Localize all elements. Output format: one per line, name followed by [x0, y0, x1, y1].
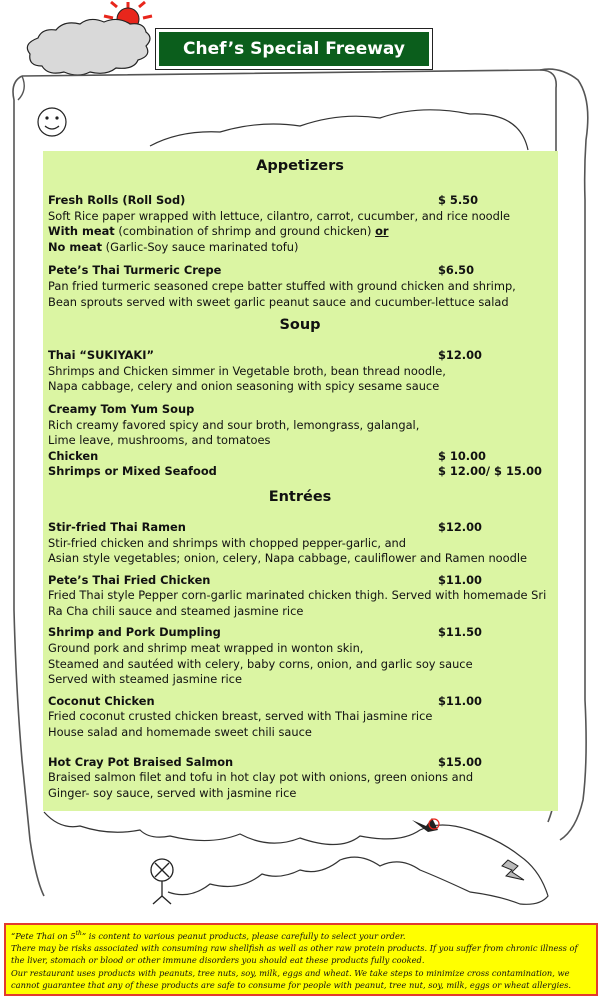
- notice-text: ” is content to various peanut products, please carefully to select your order.: [81, 930, 406, 941]
- menu-panel: [43, 151, 558, 811]
- section-heading-entrees: Entrées: [268, 488, 332, 505]
- item-name: Stir-fried Thai Ramen: [48, 519, 186, 534]
- item-description: Served with steamed jasmine rice: [48, 672, 242, 687]
- option-connector: or: [375, 224, 389, 239]
- item-description: Napa cabbage, celery and onion seasoning with spicy sesame sauce: [48, 379, 440, 394]
- option-label: With meat: [48, 224, 115, 239]
- item-description: Fried coconut crusted chicken breast, served with Thai jasmine rice: [48, 709, 433, 724]
- title-banner: [155, 28, 433, 70]
- notice-text: There may be risks associated with consuming raw shellfish as well as other raw protein products. If you suffer from chronic illness of the liver, stomach or blood or other immune disorders you should eat these products fully cooked.: [11, 943, 578, 966]
- item-name: Thai “SUKIYAKI”: [48, 348, 154, 363]
- notice-superscript: th: [75, 930, 82, 937]
- item-name: Fresh Rolls (Roll Sod): [48, 193, 186, 207]
- menu-item: [48, 193, 552, 255]
- menu-item: [48, 625, 552, 687]
- item-description: Steamed and sautéed with celery, baby corns, onion, and garlic soy sauce: [48, 656, 473, 671]
- section-heading-appetizers: Appetizers: [256, 158, 344, 174]
- item-description: Braised salmon filet and tofu in hot clay pot with onions, green onions and: [48, 770, 474, 785]
- page-title: Chef’s Special Freeway: [159, 32, 429, 66]
- smiley-face-icon: [38, 108, 66, 136]
- menu-item: [48, 573, 552, 620]
- item-price: $15.00: [438, 754, 482, 769]
- item-description: Lime leave, mushrooms, and tomatoes: [48, 433, 271, 448]
- item-price: $11.50: [438, 625, 482, 640]
- menu-item: [48, 348, 552, 395]
- item-description: Soft Rice paper wrapped with lettuce, cilantro, carrot, cucumber, and rice noodle: [48, 208, 511, 223]
- item-description: House salad and homemade sweet chili sauce: [48, 725, 312, 740]
- item-price: $ 5.50: [438, 193, 478, 207]
- item-description: Fried Thai style Pepper corn-garlic marinated chicken thigh. Served with homemade Sri: [48, 588, 547, 603]
- section-heading-soup: Soup: [279, 317, 321, 334]
- option-label: No meat: [48, 239, 103, 254]
- item-description: Stir-fried chicken and shrimps with chopped pepper-garlic, and: [48, 535, 407, 550]
- option-label: Shrimps or Mixed Seafood: [48, 464, 217, 479]
- item-price: $11.00: [438, 572, 482, 587]
- option-price: $ 10.00: [438, 448, 486, 463]
- notice-text: “Pete Thai on 5: [11, 930, 76, 941]
- menu-item: [48, 755, 552, 802]
- menu-item: [48, 402, 552, 480]
- cloud-icon: [27, 19, 150, 75]
- allergy-notice: [4, 923, 598, 996]
- item-description: Bean sprouts served with sweet garlic peanut sauce and cucumber-lettuce salad: [48, 294, 509, 309]
- item-description: Asian style vegetables; onion, celery, Napa cabbage, cauliflower and Ramen noodle: [48, 551, 528, 566]
- notice-text: Our restaurant uses products with peanuts, tree nuts, soy, milk, eggs and wheat. We take steps to minimize cross contamination, we cannot guarantee that any of these products are safe to consume for people with peanut, tree nut, soy, milk, eggs or wheat allergies.: [11, 967, 572, 990]
- menu-item: [48, 694, 552, 741]
- compass-bird-icon: [412, 818, 439, 832]
- item-name: Shrimp and Pork Dumpling: [48, 625, 221, 640]
- item-description: Rich creamy favored spicy and sour broth, lemongrass, galangal,: [48, 417, 420, 432]
- item-description: Pan fried turmeric seasoned crepe batter stuffed with ground chicken and shrimp,: [48, 278, 516, 293]
- option-price: $ 12.00/ $ 15.00: [438, 464, 542, 479]
- option-label: Chicken: [48, 448, 99, 463]
- item-description: Ginger- soy sauce, served with jasmine rice: [48, 785, 297, 800]
- item-price: $6.50: [438, 263, 475, 278]
- item-description: Ra Cha chili sauce and steamed jasmine rice: [48, 603, 304, 618]
- map-marker-icon: [151, 859, 173, 904]
- item-price: $11.00: [438, 693, 482, 708]
- lightning-icon: [502, 860, 524, 880]
- option-text: (Garlic-Soy sauce marinated tofu): [102, 239, 299, 254]
- item-name: Pete’s Thai Fried Chicken: [48, 572, 211, 587]
- item-price: $12.00: [438, 348, 482, 363]
- item-description: Shrimps and Chicken simmer in Vegetable broth, bean thread noodle,: [48, 363, 446, 378]
- option-text: (combination of shrimp and ground chicken): [114, 224, 376, 239]
- item-price: $12.00: [438, 519, 482, 534]
- item-name: Creamy Tom Yum Soup: [48, 401, 195, 416]
- item-name: Coconut Chicken: [48, 693, 155, 708]
- item-description: Ground pork and shrimp meat wrapped in wonton skin,: [48, 641, 364, 656]
- menu-item: [48, 520, 552, 567]
- menu-item: [48, 263, 552, 310]
- item-name: Hot Cray Pot Braised Salmon: [48, 754, 234, 769]
- item-name: Pete’s Thai Turmeric Crepe: [48, 263, 222, 278]
